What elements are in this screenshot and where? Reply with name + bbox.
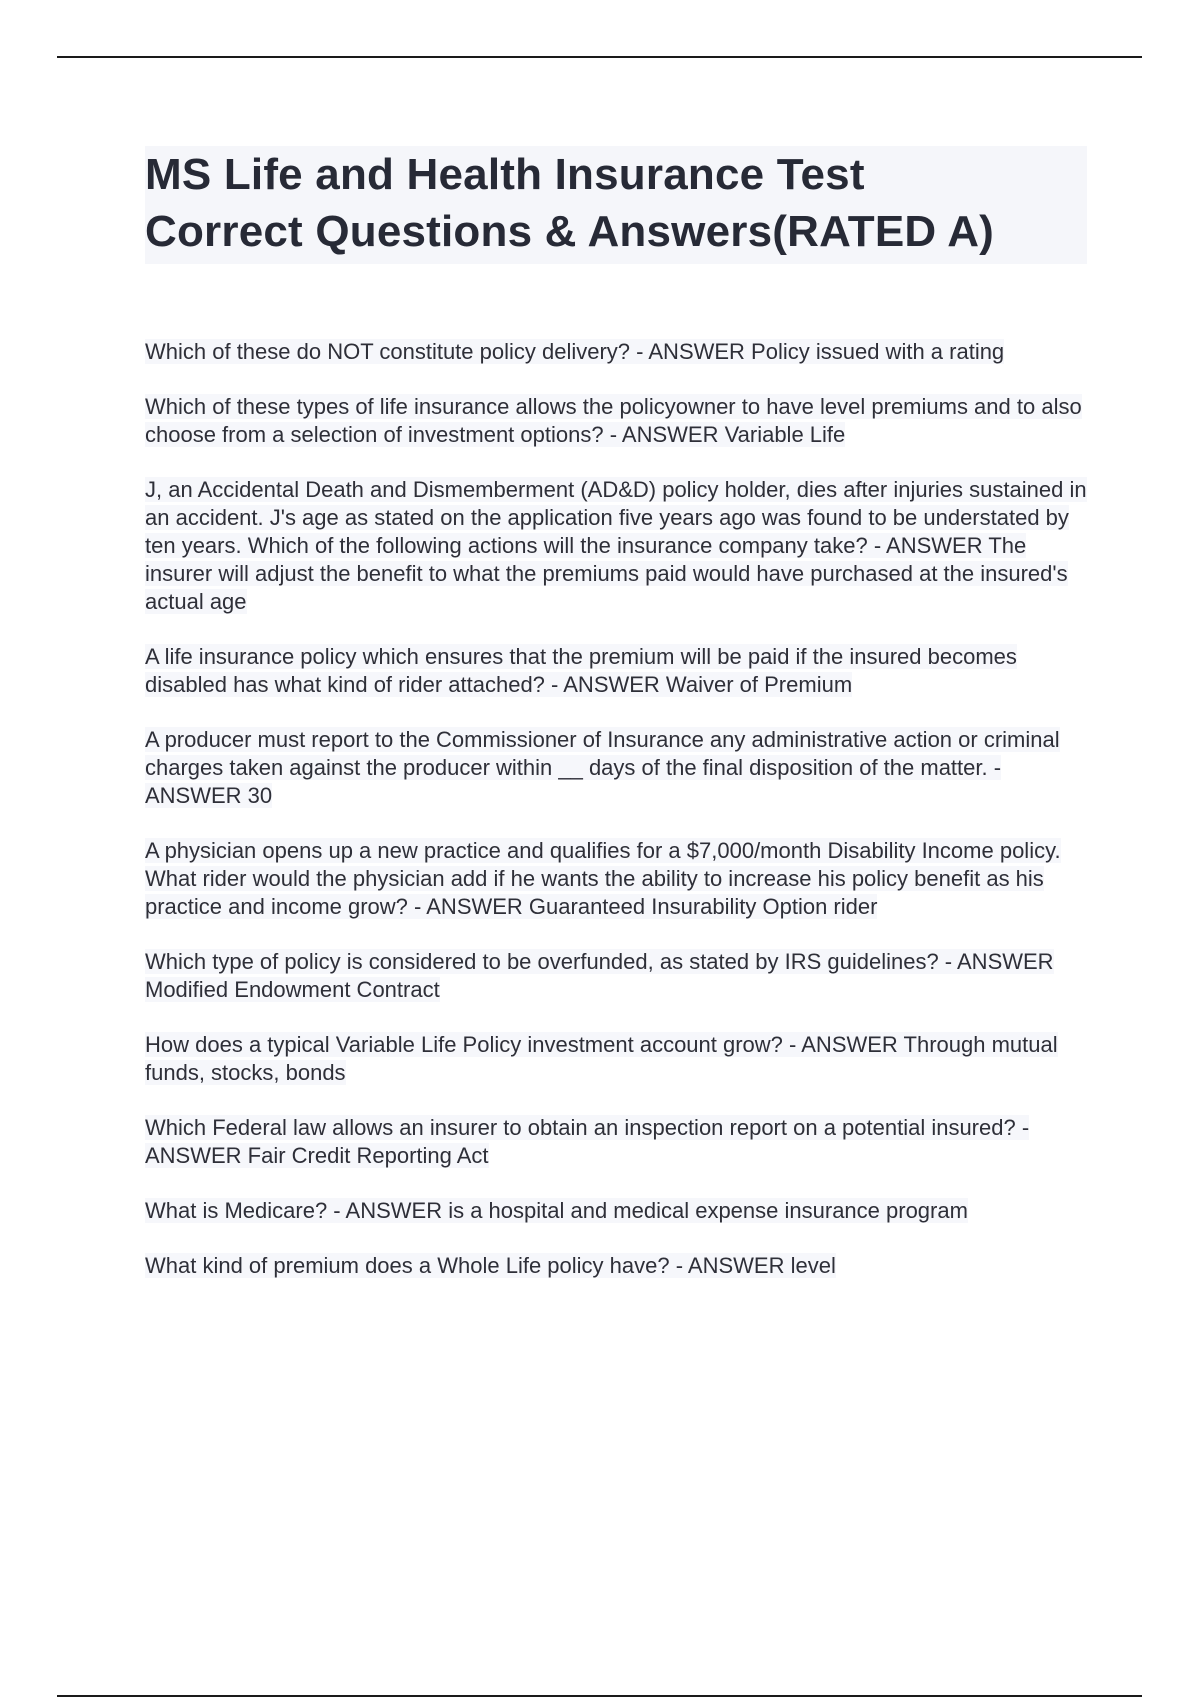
qa-item bbox=[145, 1114, 1090, 1170]
qa-text: What is Medicare? - ANSWER is a hospital and medical expense insurance program bbox=[145, 1198, 968, 1223]
qa-list bbox=[145, 338, 1090, 1307]
top-rule bbox=[57, 56, 1142, 58]
qa-item bbox=[145, 1197, 1090, 1225]
bottom-rule bbox=[57, 1695, 1142, 1697]
qa-item bbox=[145, 476, 1090, 616]
qa-text: Which Federal law allows an insurer to obtain an inspection report on a potential insured? - ANSWER Fair Credit Reporting Act bbox=[145, 1115, 1030, 1168]
qa-item bbox=[145, 726, 1090, 810]
qa-item bbox=[145, 338, 1090, 366]
qa-item bbox=[145, 643, 1090, 699]
qa-text: What kind of premium does a Whole Life policy have? - ANSWER level bbox=[145, 1253, 836, 1278]
qa-text: A life insurance policy which ensures that the premium will be paid if the insured becomes disabled has what kind of rider attached? - ANSWER Waiver of Premium bbox=[145, 644, 1017, 697]
title-line-1: MS Life and Health Insurance Test bbox=[145, 150, 865, 199]
qa-item bbox=[145, 393, 1090, 449]
qa-item bbox=[145, 948, 1090, 1004]
qa-item bbox=[145, 1031, 1090, 1087]
qa-text: J, an Accidental Death and Dismemberment (AD&D) policy holder, dies after injuries sustained in an accident. J's age as stated on the application five years ago was found to be understated by ten years. Which of the following actions will the insurance company take? - ANSWER The insurer will adjust the benefit to what the premiums paid would have purchased at the insured's actual age bbox=[145, 477, 1087, 614]
qa-text: A producer must report to the Commissioner of Insurance any administrative action or criminal charges taken against the producer within __ days of the final disposition of the matter. - ANSWER 30 bbox=[145, 727, 1060, 808]
title-block bbox=[145, 146, 1087, 264]
qa-text: Which of these types of life insurance allows the policyowner to have level premiums and to also choose from a selection of investment options? - ANSWER Variable Life bbox=[145, 394, 1082, 447]
title-line-2: Correct Questions & Answers(RATED A) bbox=[145, 207, 995, 256]
qa-text: How does a typical Variable Life Policy investment account grow? - ANSWER Through mutual funds, stocks, bonds bbox=[145, 1032, 1058, 1085]
qa-text: A physician opens up a new practice and qualifies for a $7,000/month Disability Income policy. What rider would the physician add if he wants the ability to increase his policy benefit as his practice and income grow? - ANSWER Guaranteed Insurability Option rider bbox=[145, 838, 1061, 919]
qa-text: Which of these do NOT constitute policy delivery? - ANSWER Policy issued with a rating bbox=[145, 339, 1005, 364]
page-title bbox=[145, 146, 1087, 260]
qa-text: Which type of policy is considered to be overfunded, as stated by IRS guidelines? - ANSWER Modified Endowment Contract bbox=[145, 949, 1054, 1002]
qa-item bbox=[145, 1252, 1090, 1280]
qa-item bbox=[145, 837, 1090, 921]
